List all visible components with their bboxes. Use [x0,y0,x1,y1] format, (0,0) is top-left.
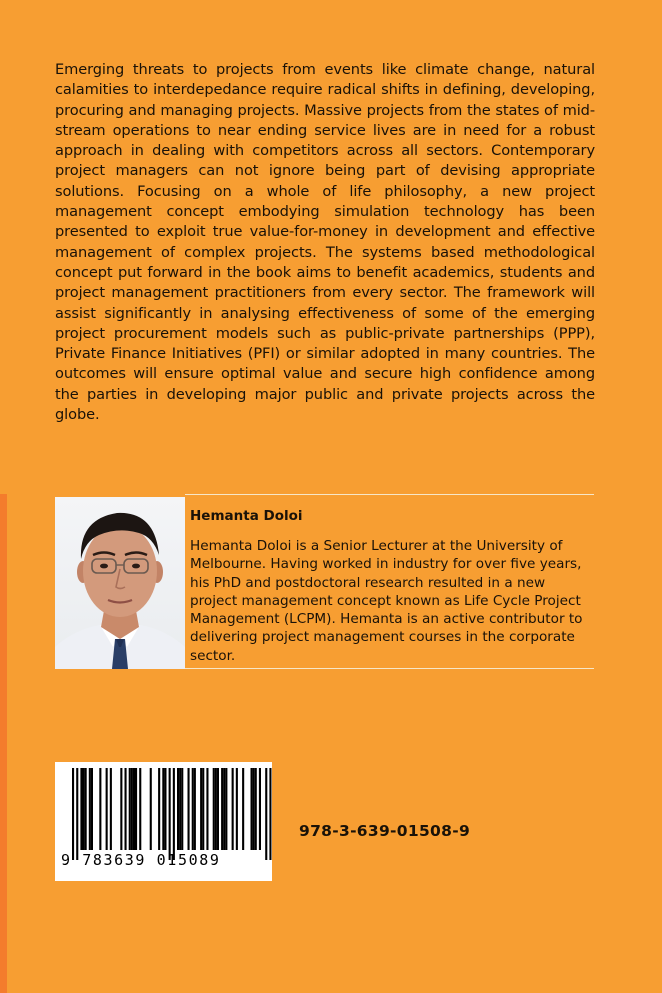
barcode-bar [232,768,234,850]
barcode-bar [164,768,166,850]
barcode-bar [120,768,122,850]
barcode-bar [217,768,219,850]
barcode-bar [221,768,223,850]
barcode-bar [259,768,261,850]
barcode-bar [158,768,160,850]
barcode-bar [131,768,133,850]
barcode-bar [215,768,217,850]
barcode-bar [177,768,179,850]
barcode-bar [269,768,271,860]
barcode-bar [192,768,194,850]
barcode-bar [236,768,238,850]
barcode-bar [139,768,141,850]
barcode-bar [206,768,208,850]
barcode-bar [179,768,181,850]
back-cover-blurb: Emerging threats to projects from events like climate change, natural calamities to interdepedance require radical shifts in defining, developing, procuring and managing projects. Massive projects from the states of mid-stream operations to near ending service lives are in need for a robust approach in dealing with competitors across all sectors. Contemporary project managers can not ignore being part of devising appropriate solutions. Focusing on a whole of life philosophy, a new project management concept embodying simulation technology has been presented to exploit true value-for-money in development and effective management of complex projects. The systems based methodological concept put forward in the book aims to benefit academics, students and project management practitioners from every sector. The framework will assist significantly in analysing effectiveness of some of the emerging project procurement models such as public-private partnerships (PPP), Private Finance Initiatives (PFI) or similar adopted in many countries. The outcomes will ensure optimal value and secure high confidence among the parties in developing major public and private projects across the globe. [55,61,595,424]
barcode-bar [135,768,137,850]
barcode-bar [223,768,225,850]
isbn-barcode [55,762,272,881]
barcode-bar [110,768,112,850]
author-photo [55,497,185,669]
barcode-bar [225,768,227,850]
barcode-bar [106,768,108,850]
barcode-bar [133,768,135,850]
barcode-bar [125,768,127,850]
barcode-bar [76,768,78,860]
barcode-bar [83,768,85,850]
barcode-bar [242,768,244,850]
barcode-bar [150,768,152,850]
barcode-bar [265,768,267,860]
barcode-bar [255,768,257,850]
barcode-bar [91,768,93,850]
barcode-bar [129,768,131,850]
barcode-bar [89,768,91,850]
barcode-bar [162,768,164,850]
author-name: Hemanta Doloi [190,508,303,524]
isbn-number: 978-3-639-01508-9 [299,822,471,840]
barcode-bar [181,768,183,850]
barcode-bar [85,768,87,850]
barcode-bar [253,768,255,850]
cover-edge-strip [0,494,7,993]
barcode-bar [169,768,171,860]
author-bio: Hemanta Doloi is a Senior Lecturer at the University of Melbourne. Having worked in industry for over five years, his PhD and postdoctoral research resulted in a new project management concept known as Life Cycle Project Management (LCPM). Hemanta is an active contributor to delivering project management courses in the corporate sector. [190,538,583,664]
barcode-bar [213,768,215,850]
barcode-bar [72,768,74,860]
barcode-digits: 9 783639 015089 [61,851,221,869]
barcode-bar [200,768,202,850]
barcode-bar [99,768,101,850]
barcode-bar [188,768,190,850]
barcode-bar [194,768,196,850]
author-section-top-rule [185,494,594,495]
author-section-bottom-rule [185,668,594,669]
barcode-bar [251,768,253,850]
barcode-bar [80,768,82,850]
barcode-bar [202,768,204,850]
barcode-bar [173,768,175,860]
